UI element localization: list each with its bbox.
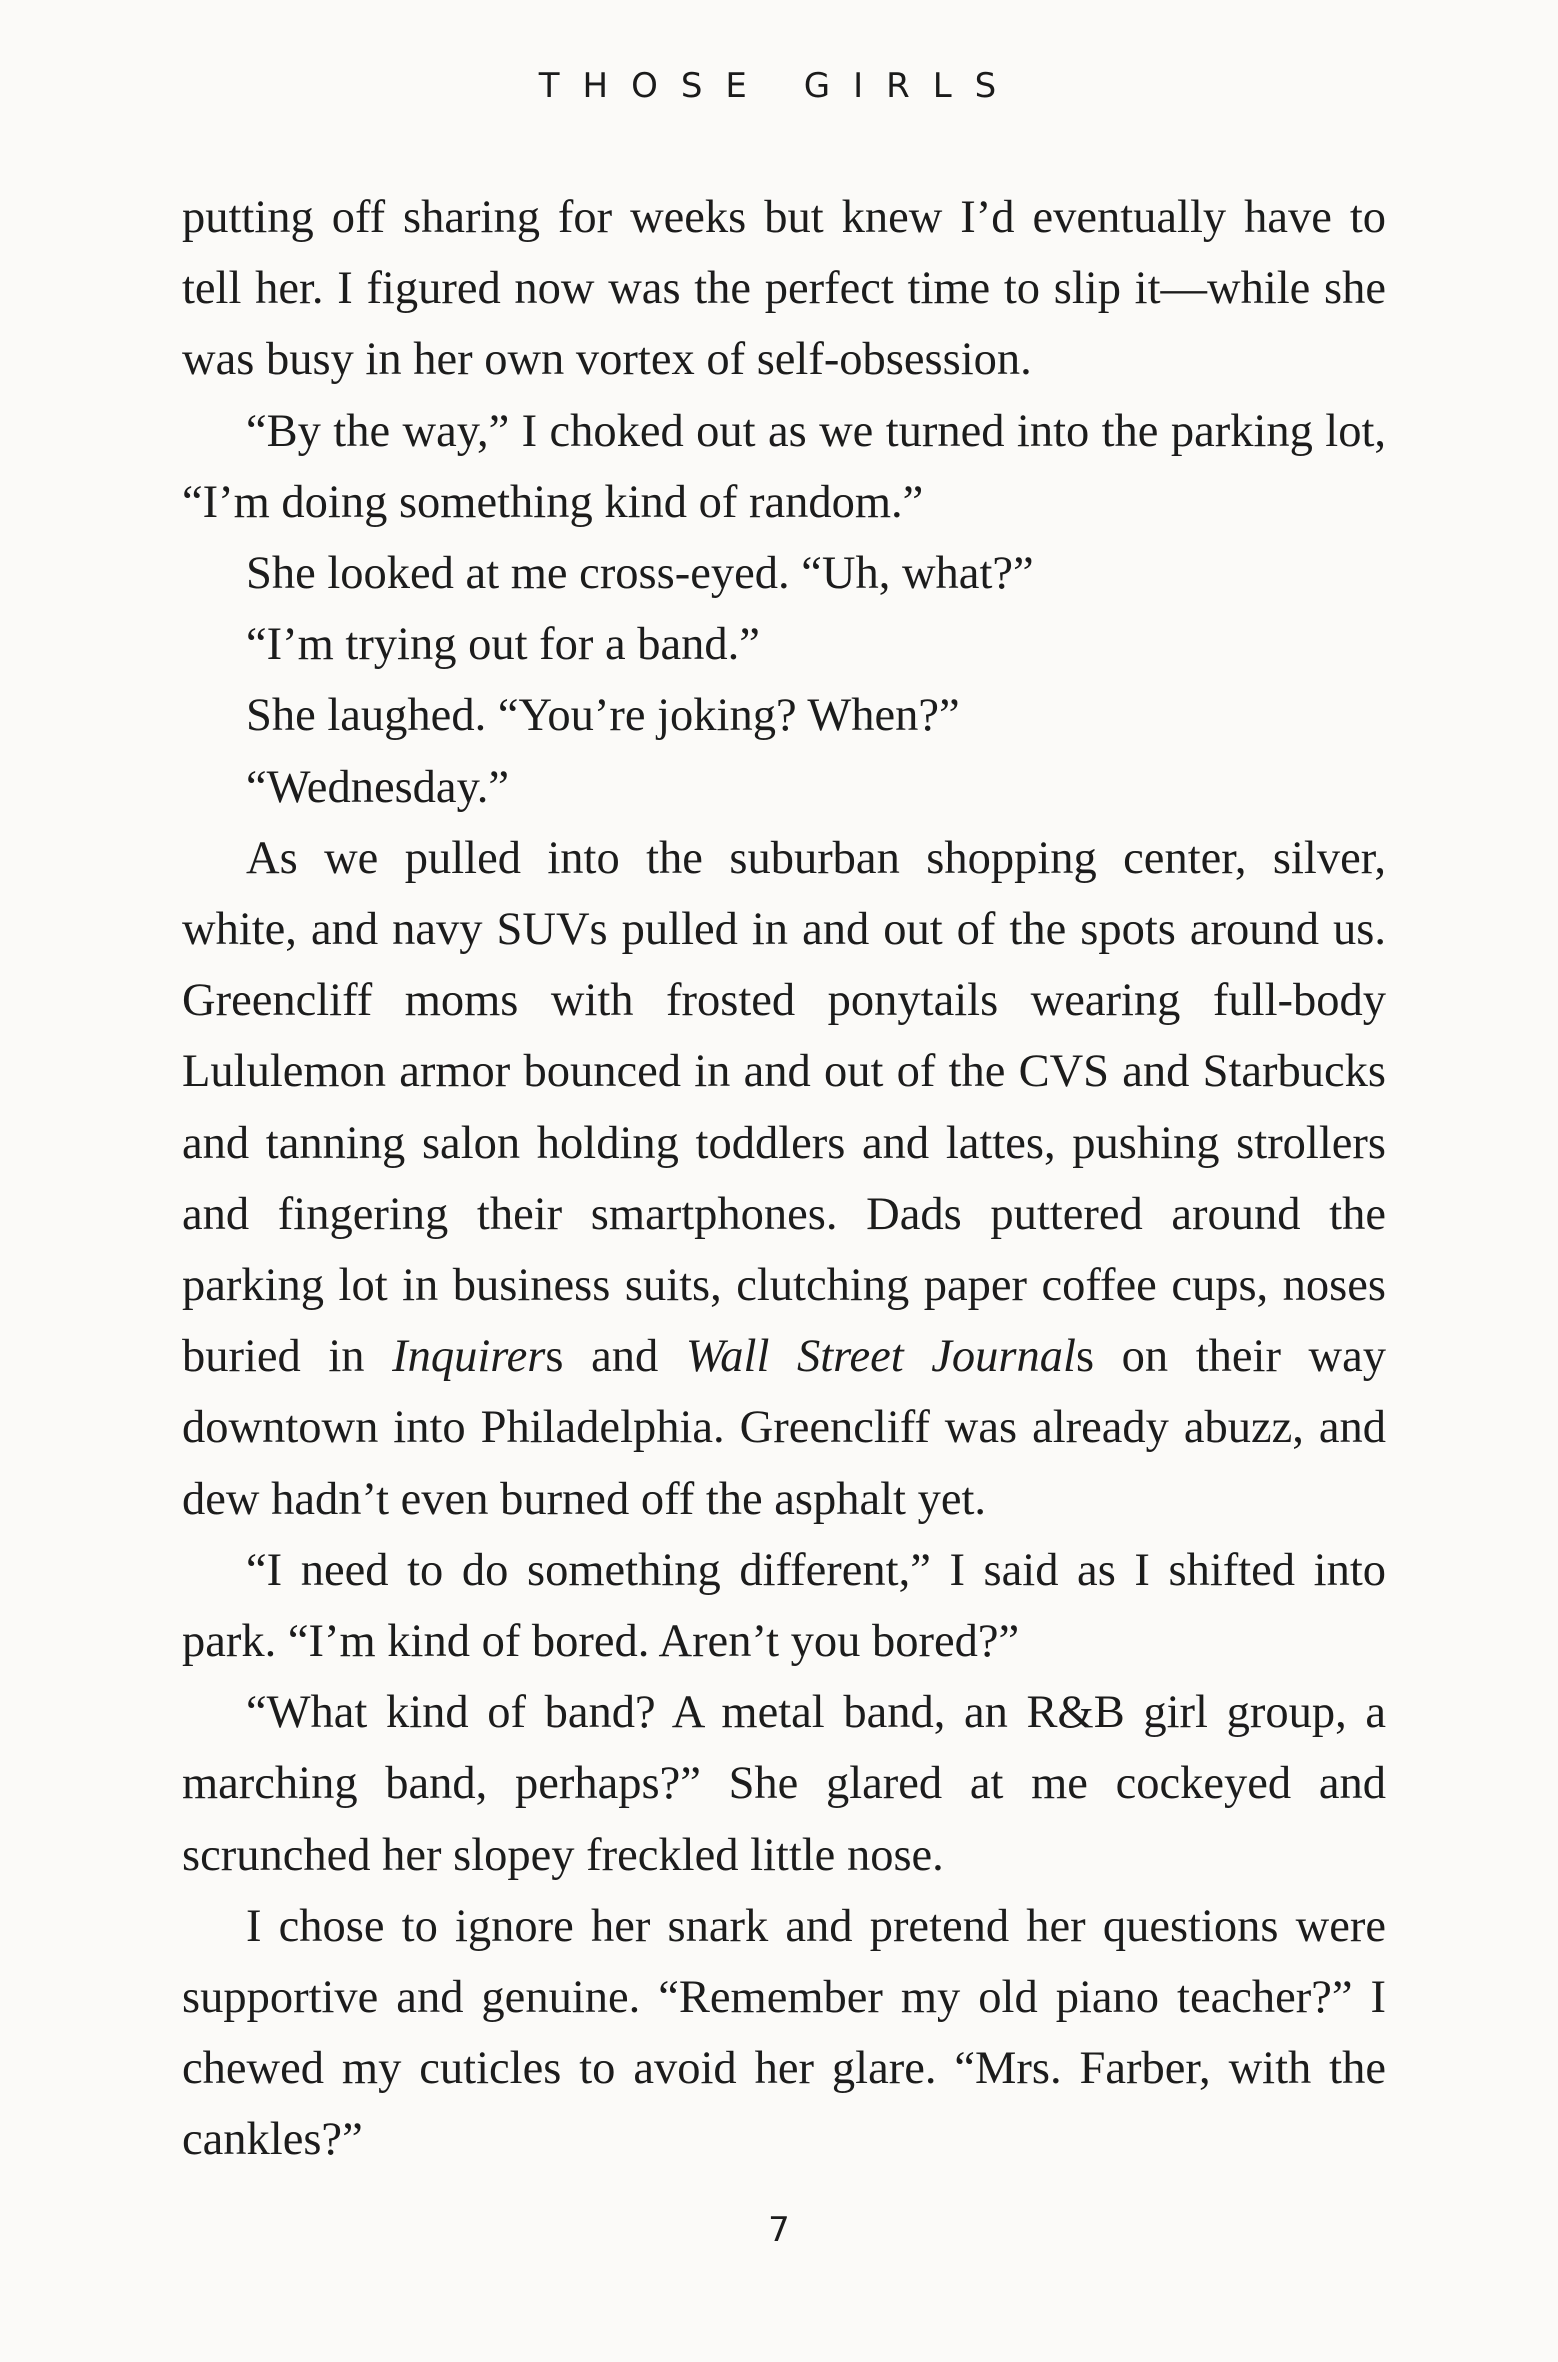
paragraph — [182, 396, 1386, 538]
page-number: 7 — [768, 2210, 790, 2250]
text-run: She laughed. “You’re joking? When?” — [246, 690, 960, 742]
italic-text: Wall Street Journal — [685, 1331, 1076, 1383]
paragraph — [182, 1535, 1386, 1677]
paragraph — [182, 1677, 1386, 1891]
text-run: “What kind of band? A metal band, an R&B girl group, a marching band, perhaps?” She glared at me cockeyed and scrunched her slopey freckled little nose. — [182, 1687, 1386, 1881]
text-run: As we pulled into the suburban shopping center, silver, white, and navy SUVs pulled in and out of the spots around us. Greencliff moms with frosted ponytails wearing full-body Lululemon armor bounced in and out of the CVS and Starbucks and tanning salon holding toddlers and lattes, pushing strollers and fingering their smartphones. Dads puttered around the parking lot in business suits, clutching paper coffee cups, noses buried in — [182, 832, 1386, 1383]
text-run: “Wednesday.” — [246, 761, 510, 813]
italic-text: Inquirer — [392, 1331, 546, 1383]
text-run: I chose to ignore her snark and pretend her questions were supportive and genuine. “Remember my old piano teacher?” I chewed my cuticles to avoid her glare. “Mrs. Farber, with the cankles?” — [182, 1900, 1386, 2166]
paragraph — [182, 752, 1386, 823]
paragraph — [182, 823, 1386, 1535]
text-run: “I’m trying out for a band.” — [246, 619, 760, 671]
text-run: “I need to do something different,” I said as I shifted into park. “I’m kind of bored. Aren’t you bored?” — [182, 1544, 1386, 1668]
text-run: She looked at me cross-eyed. “Uh, what?” — [246, 548, 1034, 600]
text-run: s on their way downtown into Philadelphia. Greencliff was already abuzz, and dew hadn’t even burned off the asphalt yet. — [182, 1331, 1386, 1525]
paragraph — [182, 538, 1386, 609]
paragraph — [182, 680, 1386, 751]
paragraph — [182, 182, 1386, 396]
running-head: THOSE GIRLS — [538, 66, 1020, 106]
paragraph — [182, 1891, 1386, 2176]
text-run: putting off sharing for weeks but knew I’d eventually have to tell her. I figured now was the perfect time to slip it—while she was busy in her own vortex of self-obsession. — [182, 192, 1386, 386]
body-text — [182, 182, 1386, 2176]
text-run: s and — [545, 1331, 686, 1383]
paragraph — [182, 609, 1386, 680]
text-run: “By the way,” I choked out as we turned into the parking lot, “I’m doing something kind of random.” — [182, 405, 1386, 528]
